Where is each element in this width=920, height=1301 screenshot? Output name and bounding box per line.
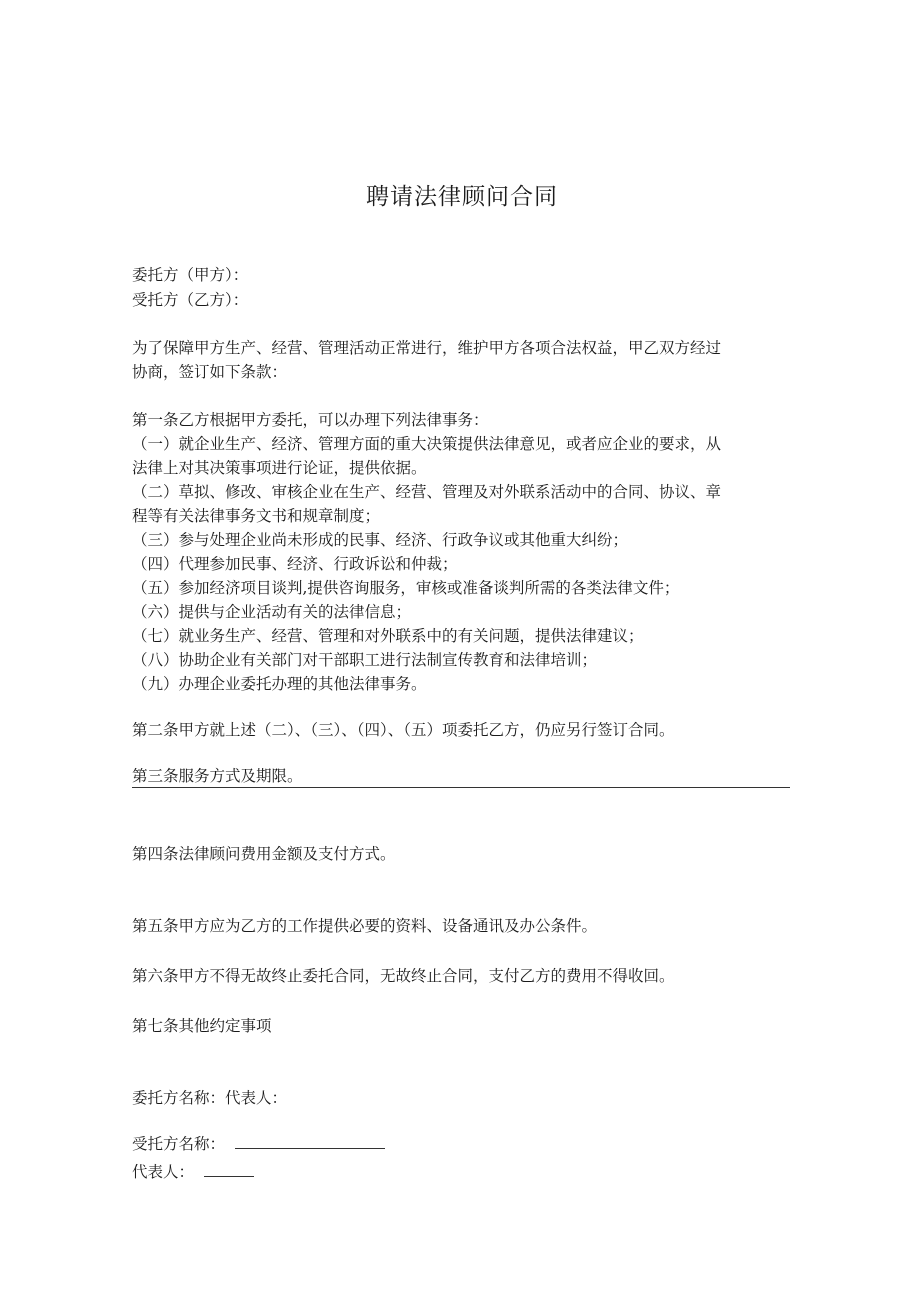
document-title: 聘请法律顾问合同: [366, 184, 558, 210]
agent-party-label: 受托方（乙方）：: [132, 291, 249, 309]
article-1-line: （四）代理参加民事、经济、行政诉讼和仲裁；: [132, 555, 458, 573]
article-1-line: （五）参加经济项目谈判,提供咨询服务，审核或准备谈判所需的各类法律文件；: [132, 579, 680, 597]
article-3: 第三条服务方式及期限。: [132, 767, 303, 785]
article-6: 第六条甲方不得无故终止委托合同，无故终止合同，支付乙方的费用不得收回。: [132, 967, 675, 985]
article-1-line: （九）办理企业委托办理的其他法律事务。: [132, 675, 427, 693]
article-1-line: 程等有关法律事务文书和规章制度；: [132, 507, 381, 525]
article-1-line: （三）参与处理企业尚未形成的民事、经济、行政争议或其他重大纠纷；: [132, 531, 629, 549]
article-7: 第七条其他约定事项: [132, 1017, 272, 1035]
agent-rep-row: [132, 1160, 254, 1184]
agent-rep-blank: [204, 1160, 254, 1177]
article-1-line: （六）提供与企业活动有关的法律信息；: [132, 603, 412, 621]
client-party-label: 委托方（甲方）：: [132, 266, 249, 284]
article-1-line: （七）就业务生产、经营、管理和对外联系中的有关问题，提供法律建议；: [132, 627, 644, 645]
agent-name-blank: [235, 1132, 385, 1149]
preamble-line: 为了保障甲方生产、经营、管理活动正常进行，维护甲方各项合法权益，甲乙双方经过: [132, 339, 722, 357]
article-1-heading: 第一条乙方根据甲方委托，可以办理下列法律事务：: [132, 411, 489, 429]
article-1-line: （一）就企业生产、经济、管理方面的重大决策提供法律意见，或者应企业的要求，从: [132, 435, 722, 453]
article-2: 第二条甲方就上述（二）、（三）、（四）、（五）项委托乙方，仍应另行签订合同。: [132, 721, 675, 739]
article-1-line: （八）协助企业有关部门对干部职工进行法制宣传教育和法律培训；: [132, 651, 598, 669]
client-signature-line: 委托方名称：代表人：: [132, 1089, 288, 1107]
article-1-line: （二）草拟、修改、审核企业在生产、经营、管理及对外联系活动中的合同、协议、章: [132, 483, 722, 501]
agent-rep-label: 代表人：: [132, 1163, 195, 1181]
article-3-fill-line: [132, 787, 790, 788]
agent-name-row: [132, 1132, 385, 1156]
preamble-line: 协商，签订如下条款：: [132, 363, 288, 381]
article-5: 第五条甲方应为乙方的工作提供必要的资料、设备通讯及办公条件。: [132, 917, 598, 935]
agent-name-label: 受托方名称：: [132, 1135, 226, 1153]
article-4: 第四条法律顾问费用金额及支付方式。: [132, 845, 396, 863]
article-1-line: 法律上对其决策事项进行论证，提供依据。: [132, 459, 427, 477]
